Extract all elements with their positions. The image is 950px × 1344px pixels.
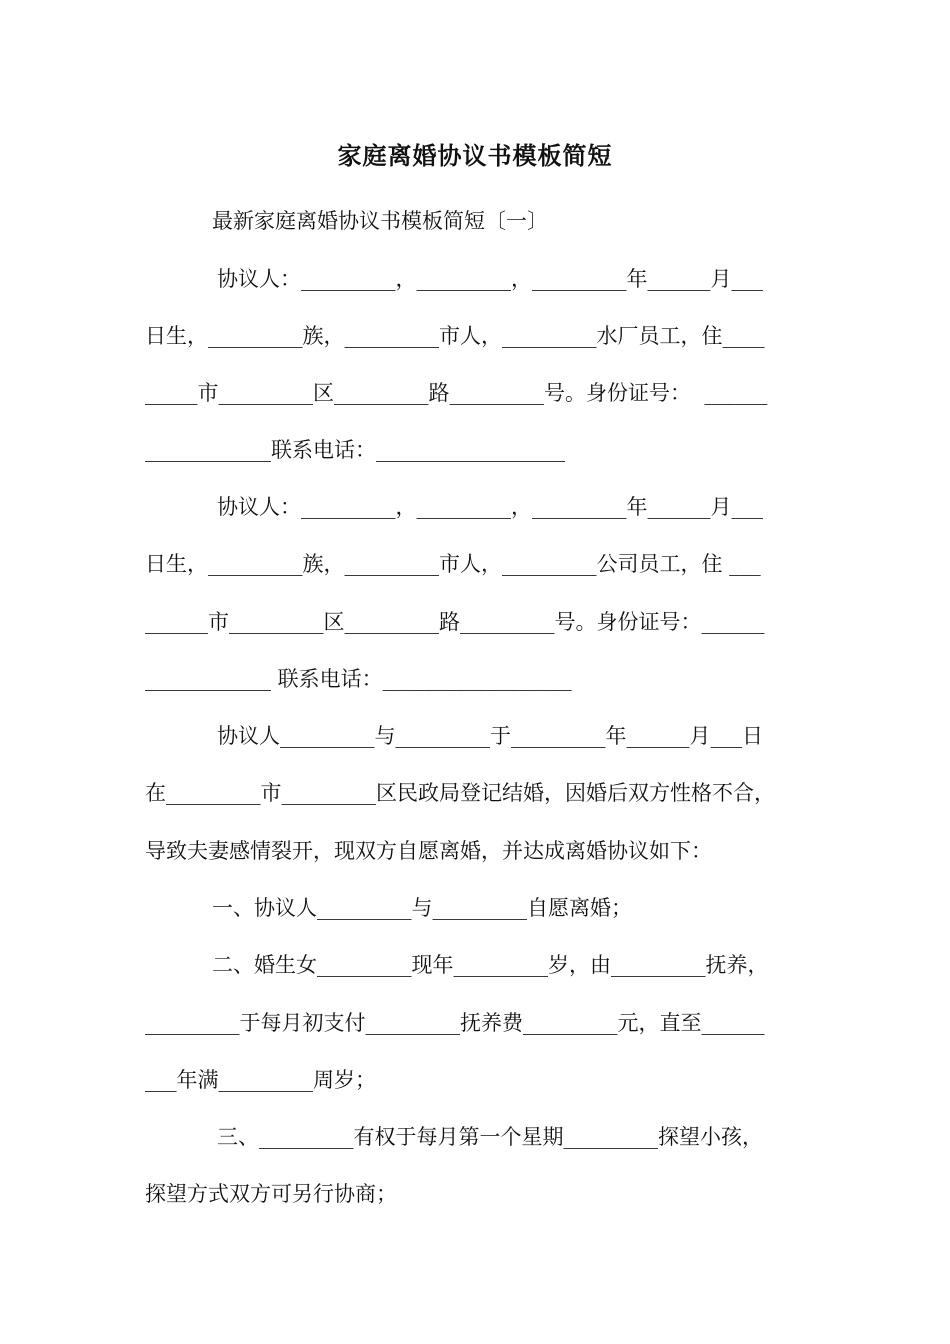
intro-line-1: 协议人_________与_________于_________年______月___日	[217, 724, 763, 748]
clause-3-line-2: 探望方式双方可另行协商；	[145, 1182, 397, 1206]
clause-2-line-2: _________于每月初支付_________抚养费_________元，直至______	[145, 1011, 765, 1035]
document-subtitle: 最新家庭离婚协议书模板简短〔一〕	[212, 209, 548, 233]
clause-2-line-1: 二、婚生女_________现年_________岁，由_________抚养，	[212, 953, 769, 977]
party2-line-1: 协议人：_________，_________，_________年______月___	[217, 495, 763, 519]
clause-2-line-3: ___年满_________周岁；	[145, 1068, 376, 1092]
party1-line-2: 日生，_________族，_________市人，_________水厂员工，住____	[145, 324, 765, 348]
party2-line-3: ______市_________区_________路_________号。身份证号：______	[145, 610, 765, 634]
party1-line-3: _____市_________区_________路_________号。身份证号： ______	[145, 381, 768, 405]
intro-line-3: 导致夫妻感情裂开，现双方自愿离婚，并达成离婚协议如下：	[145, 839, 712, 863]
clause-1: 一、协议人_________与_________自愿离婚；	[212, 896, 632, 920]
party2-line-4: ____________ 联系电话：__________________	[145, 667, 572, 691]
party2-line-2: 日生，_________族，_________市人，_________公司员工，住 ___	[145, 552, 761, 576]
intro-line-2: 在_________市_________区民政局登记结婚，因婚后双方性格不合，	[145, 781, 775, 805]
party1-line-1: 协议人：_________，_________，_________年______月___	[217, 267, 763, 291]
party1-line-4: ____________联系电话：__________________	[145, 438, 565, 462]
document-title: 家庭离婚协议书模板简短	[337, 141, 613, 170]
clause-3-line-1: 三、_________有权于每月第一个星期_________探望小孩，	[217, 1125, 763, 1149]
